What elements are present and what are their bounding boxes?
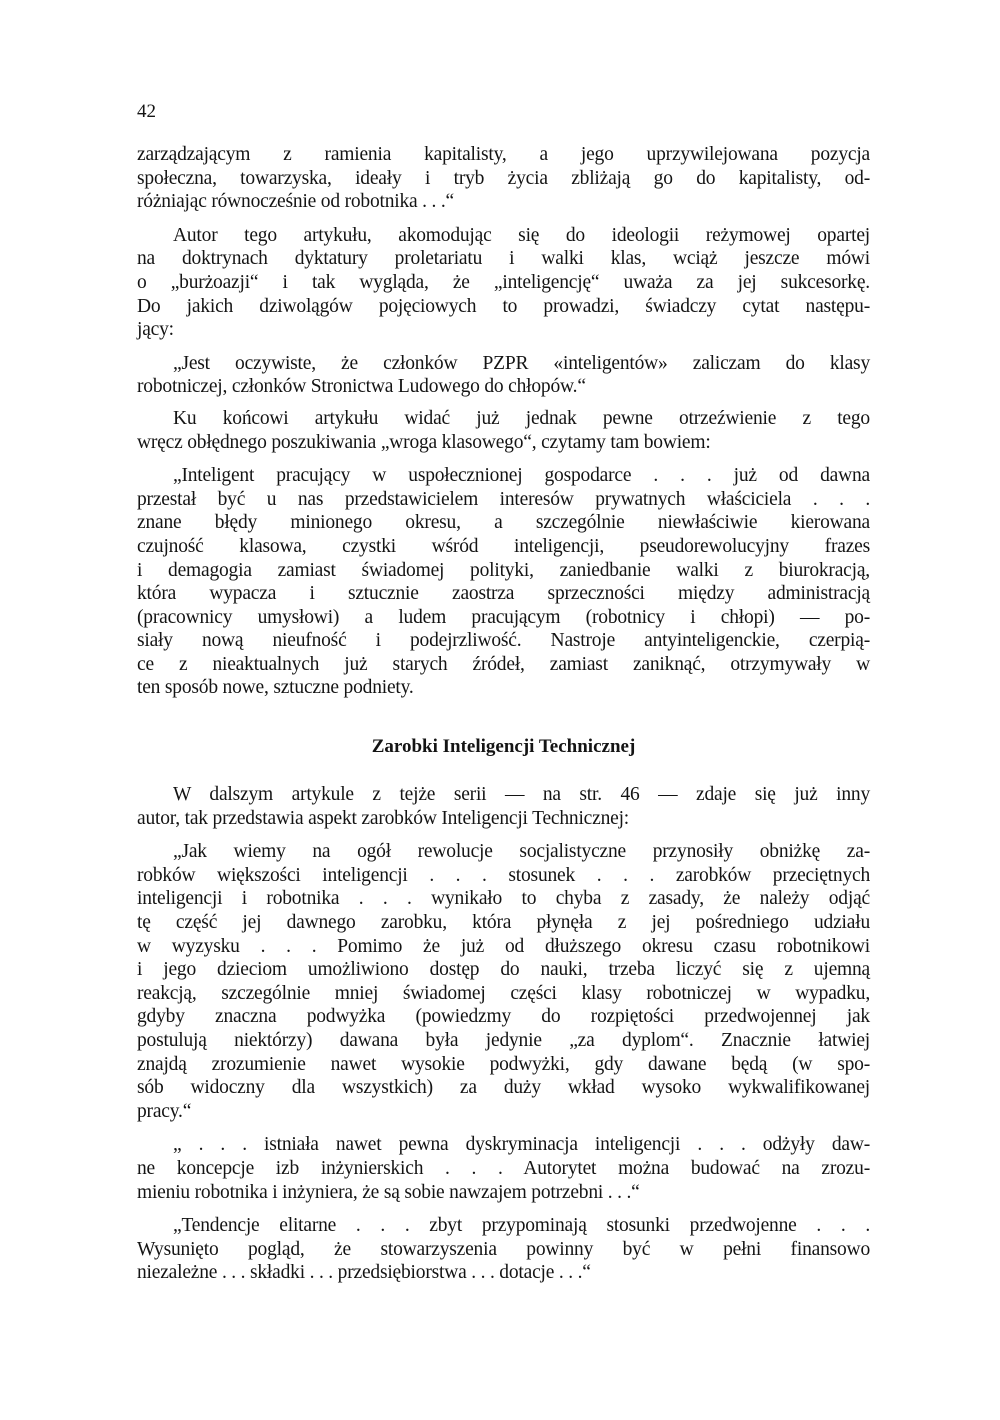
text-line: robków większości inteligencji . . . stosunek . . . zarobków przeciętnych <box>137 864 870 886</box>
paragraph <box>137 143 870 214</box>
text-line: inteligencji i robotnika . . . wynikało to chyba z zasady, że należy odjąć <box>137 888 870 910</box>
text-line: „Jak wiemy na ogół rewolucje socjalistyczne przynosiły obniżkę za- <box>173 841 870 863</box>
text-line: robotniczej, członków Stronictwa Ludowego do chłopów.“ <box>137 376 586 398</box>
text-line: i demagogia zamiast świadomej polityki, zaniedbanie walki z biurokracją, <box>137 559 870 581</box>
paragraph <box>137 783 870 830</box>
text-line: Ku końcowi artykułu widać już jednak pewne otrzeźwienie z tego <box>173 407 870 429</box>
text-line: wręcz obłędnego poszukiwania „wroga klasowego“, czytamy tam bowiem: <box>137 431 711 453</box>
page-number: 42 <box>137 101 156 122</box>
paragraph <box>137 464 870 700</box>
text-line: autor, tak przedstawia aspekt zarobków Inteligencji Technicznej: <box>137 807 630 829</box>
text-line: „ . . . istniała nawet pewna dyskryminacja inteligencji . . . odżyły daw- <box>173 1134 870 1156</box>
section-heading: Zarobki Inteligencji Technicznej <box>371 736 636 757</box>
text-line: znajdą zrozumienie nawet wysokie podwyżki, gdy dawane będą (w spo- <box>137 1053 870 1075</box>
text-line: na doktrynach dyktatury proletariatu i walki klas, wciąż jeszcze mówi <box>137 248 870 270</box>
text-line: siały nową nieufność i podejrzliwość. Nastroje antyinteligenckie, czerpią- <box>137 630 870 652</box>
text-line: różniając równocześnie od robotnika . . .“ <box>137 191 455 213</box>
paragraph <box>137 352 870 399</box>
text-line: reakcją, szczególnie mniej świadomej części klasy robotniczej w wypadku, <box>137 982 870 1004</box>
paragraph <box>137 407 870 454</box>
text-line: (pracownicy umysłowi) a ludem pracującym (robotnicy i chłopi) — po- <box>137 606 870 628</box>
body-text-section-2 <box>137 783 870 1285</box>
body-text-section-1 <box>137 143 870 700</box>
text-line: społeczna, towarzyska, ideały i tryb życia zbliżają go do kapitalisty, od- <box>137 167 870 189</box>
paragraph <box>137 1214 870 1285</box>
text-line: zarządzającym z ramienia kapitalisty, a jego uprzywilejowana pozycja <box>137 144 870 165</box>
text-line: o „burżoazji“ i tak wygląda, że „inteligencję“ uważa za jej sukcesorkę. <box>137 271 870 293</box>
text-line: pracy.“ <box>137 1100 192 1122</box>
text-line: znane błędy minionego okresu, a szczególnie niewłaściwie kierowana <box>137 512 870 534</box>
text-line: gdyby znaczna podwyżka (powiedzmy do rozpiętości przedwojennej jak <box>137 1006 870 1028</box>
text-line: Autor tego artykułu, akomodując się do ideologii reżymowej opartej <box>173 224 870 246</box>
text-line: postulują niektórzy) dawana była jedynie „za dyplom“. Znacznie łatwiej <box>137 1029 870 1051</box>
text-line: tę część jej dawnego zarobku, która płynęła z jej pośredniego udziału <box>137 911 870 933</box>
text-line: Do jakich dziwolągów pojęciowych to prowadzi, świadczy cytat następu- <box>137 295 870 317</box>
text-line: sób widoczny dla wszystkich) za duży wkład wysoko wykwalifikowanej <box>137 1077 870 1099</box>
text-line: w wyzysku . . . Pomimo że już od dłuższego okresu czasu robotnikowi <box>137 935 870 957</box>
text-line: która wypacza i sztucznie zaostrza sprzeczności między administracją <box>137 583 870 605</box>
paragraph <box>137 224 870 342</box>
text-line: ce z nieaktualnych już starych źródeł, zamiast zaniknąć, otrzymywały w <box>137 653 870 675</box>
text-line: przestał być u nas przedstawicielem interesów prywatnych właściciela . . . <box>137 488 870 510</box>
text-line: W dalszym artykule z tejże serii — na str. 46 — zdaje się już inny <box>173 784 870 805</box>
text-line: i jego dzieciom umożliwiono dostęp do nauki, trzeba liczyć się z ujemną <box>137 959 870 981</box>
text-line: „Inteligent pracujący w uspołecznionej gospodarce . . . już od dawna <box>173 465 870 487</box>
text-line: czujność klasowa, czystki wśród inteligencji, pseudorewolucyjny frazes <box>137 535 870 557</box>
text-line: niezależne . . . składki . . . przedsiębiorstwa . . . dotacje . . .“ <box>137 1262 591 1284</box>
text-line: Wysunięto pogląd, że stowarzyszenia powinny być w pełni finansowo <box>137 1238 870 1260</box>
text-line: jący: <box>137 319 174 341</box>
text-line: ne koncepcje izb inżynierskich . . . Autorytet można budować na zrozu- <box>137 1157 870 1179</box>
text-line: „Tendencje elitarne . . . zbyt przypominają stosunki przedwojenne . . . <box>173 1215 870 1237</box>
paragraph <box>137 840 870 1123</box>
paragraph <box>137 1133 870 1204</box>
text-line: mieniu robotnika i inżyniera, że są sobie nawzajem potrzebni . . .“ <box>137 1181 640 1203</box>
text-line: „Jest oczywiste, że członków PZPR «inteligentów» zaliczam do klasy <box>173 352 870 374</box>
text-line: ten sposób nowe, sztuczne podniety. <box>137 677 414 699</box>
